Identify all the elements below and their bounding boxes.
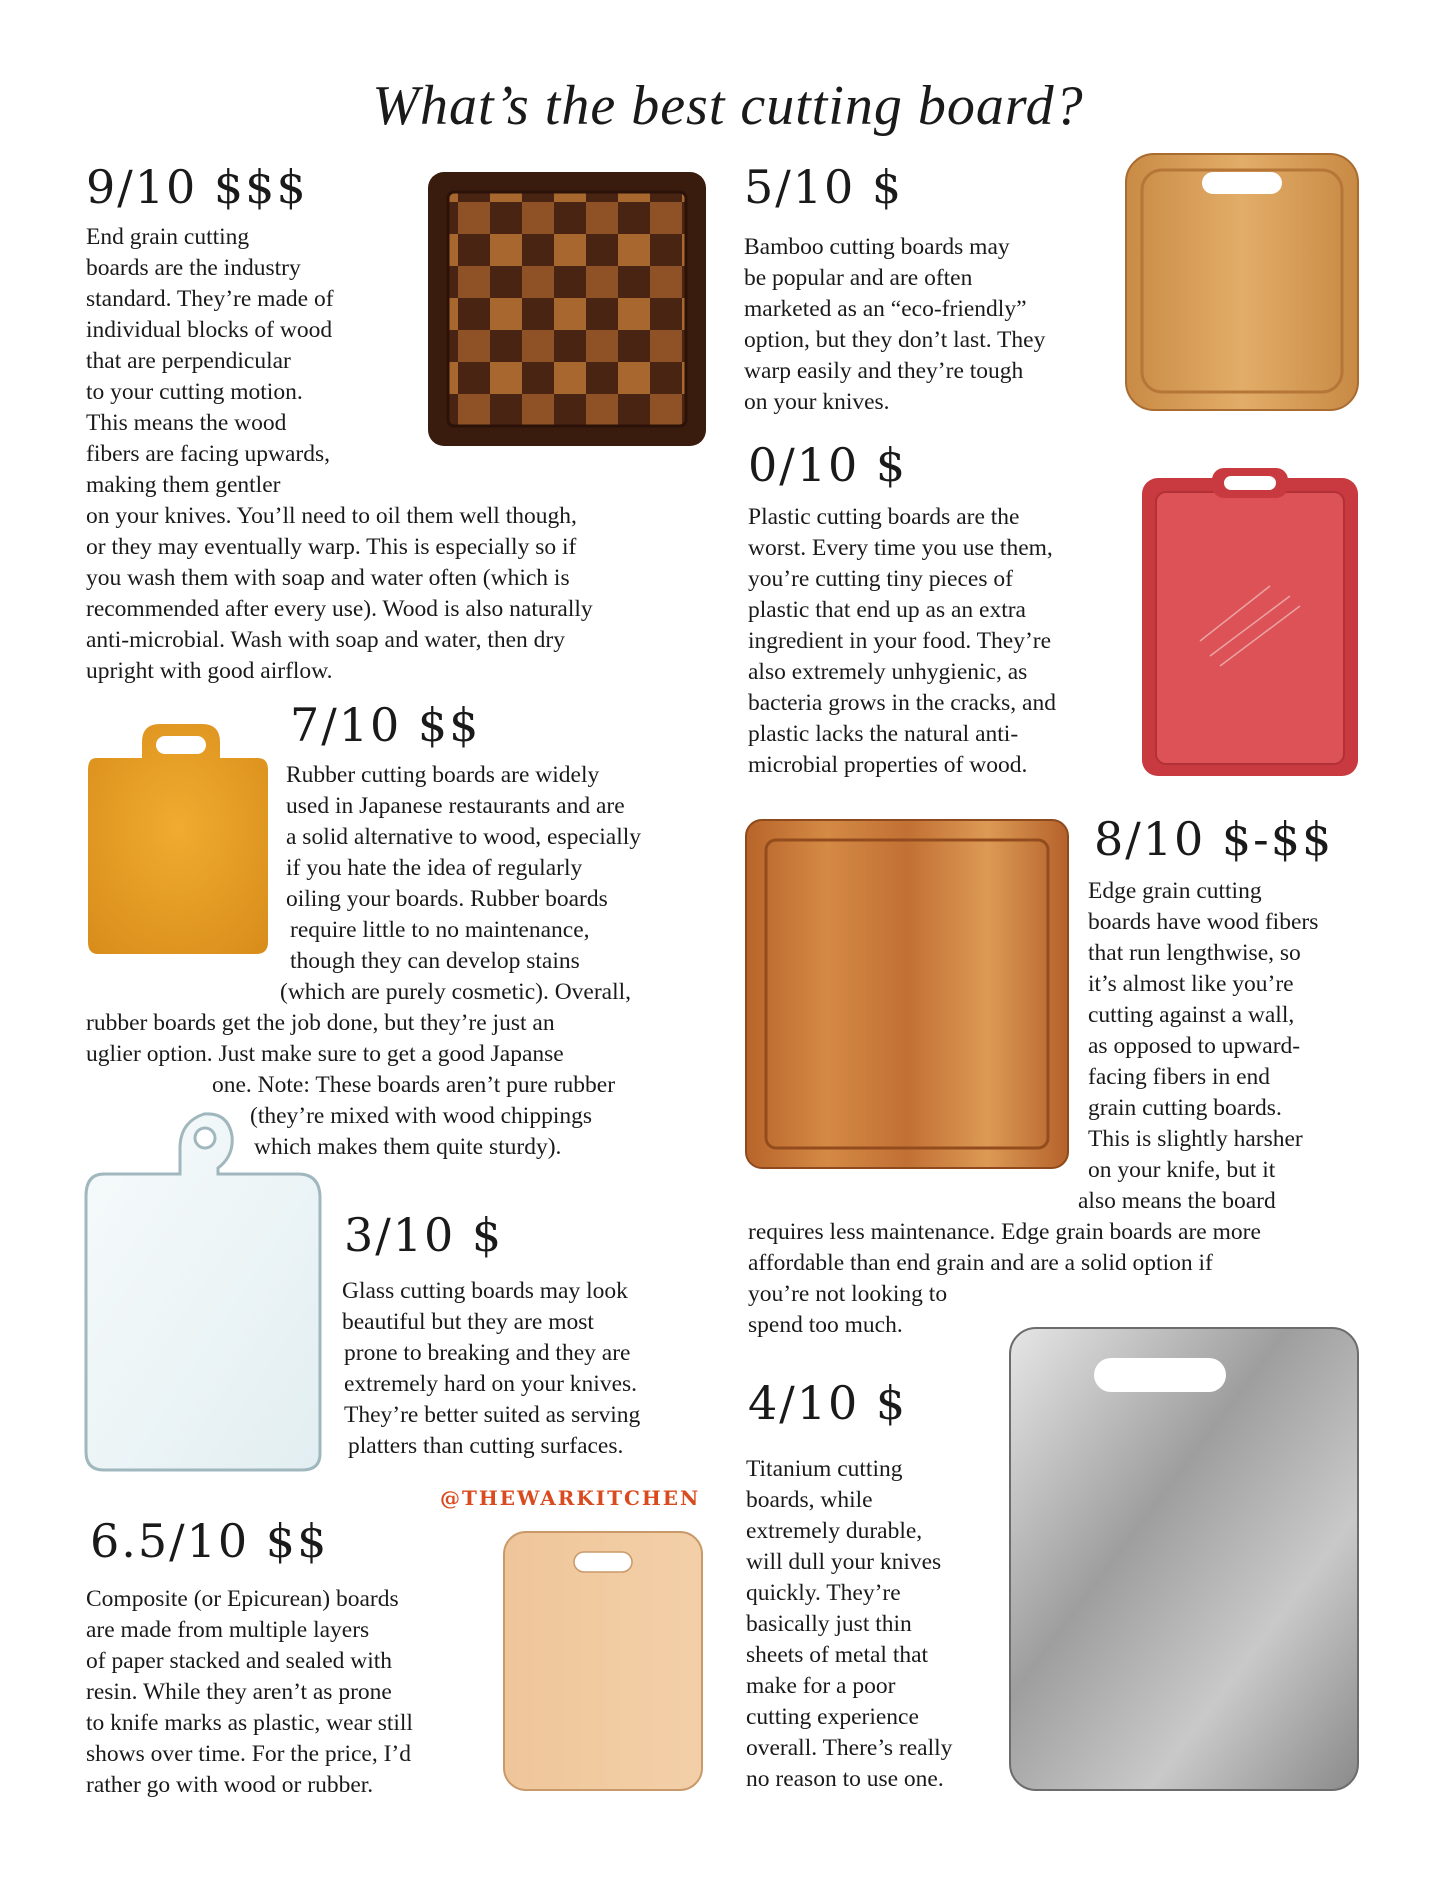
description-line: spend too much. xyxy=(748,1312,903,1338)
description-line: it’s almost like you’re xyxy=(1088,971,1294,997)
description-line: on your knives. xyxy=(744,389,890,415)
page-title: What’s the best cutting board? xyxy=(372,75,1084,137)
description-line: used in Japanese restaurants and are xyxy=(286,793,625,819)
description-line: Glass cutting boards may look xyxy=(342,1278,628,1304)
description-line: to knife marks as plastic, wear still xyxy=(86,1710,413,1736)
description-line: quickly. They’re xyxy=(746,1580,901,1606)
description-line: This means the wood xyxy=(86,410,287,436)
description-line: Edge grain cutting xyxy=(1088,878,1262,904)
description-line: recommended after every use). Wood is also naturally xyxy=(86,596,593,622)
plastic-description xyxy=(748,502,1056,781)
description-line: plastic that end up as an extra xyxy=(748,597,1026,623)
description-line: rather go with wood or rubber. xyxy=(86,1772,374,1798)
description-line: boards have wood fibers xyxy=(1088,909,1319,935)
description-line: on your knife, but it xyxy=(1088,1157,1276,1183)
glass-board-icon xyxy=(84,1108,324,1472)
description-line: Composite (or Epicurean) boards xyxy=(86,1586,399,1612)
rubber-board-icon xyxy=(86,722,270,956)
description-line: require little to no maintenance, xyxy=(290,917,590,943)
description-line: which makes them quite sturdy). xyxy=(254,1134,562,1160)
description-line: plastic lacks the natural anti- xyxy=(748,721,1019,747)
edge-grain-rating: 8/10 $-$$ xyxy=(1094,812,1334,866)
description-line: overall. There’s really xyxy=(746,1735,953,1761)
description-line: basically just thin xyxy=(746,1611,912,1637)
description-line: boards, while xyxy=(746,1487,873,1513)
description-line: option, but they don’t last. They xyxy=(744,327,1046,353)
description-line: though they can develop stains xyxy=(290,948,580,974)
description-line: also extremely unhygienic, as xyxy=(748,659,1028,685)
description-line: a solid alternative to wood, especially xyxy=(286,824,642,850)
description-line: you wash them with soap and water often (which is xyxy=(86,565,570,591)
composite-description xyxy=(86,1584,413,1801)
description-line: cutting against a wall, xyxy=(1088,1002,1295,1028)
titanium-rating: 4/10 $ xyxy=(748,1376,908,1430)
edge-grain-board-icon xyxy=(744,818,1070,1170)
rubber-rating: 7/10 $$ xyxy=(290,698,481,752)
watermark: @THEWARKITCHEN xyxy=(440,1486,701,1510)
description-line: standard. They’re made of xyxy=(86,286,334,312)
description-line: extremely hard on your knives. xyxy=(344,1371,638,1397)
composite-board-icon xyxy=(502,1530,704,1792)
description-line: of paper stacked and sealed with xyxy=(86,1648,393,1674)
bamboo-description xyxy=(744,232,1045,418)
description-line: Titanium cutting xyxy=(746,1456,903,1482)
description-line: uglier option. Just make sure to get a good Japanse xyxy=(86,1041,564,1067)
description-line: affordable than end grain and are a solid option if xyxy=(748,1250,1213,1276)
description-line: make for a poor xyxy=(746,1673,896,1699)
description-line: sheets of metal that xyxy=(746,1642,929,1668)
description-line: worst. Every time you use them, xyxy=(748,535,1053,561)
description-line: or they may eventually warp. This is especially so if xyxy=(86,534,577,560)
description-line: to your cutting motion. xyxy=(86,379,303,405)
description-line: They’re better suited as serving xyxy=(344,1402,641,1428)
description-line: that run lengthwise, so xyxy=(1088,940,1301,966)
description-line: fibers are facing upwards, xyxy=(86,441,331,467)
bamboo-board-icon xyxy=(1124,152,1360,412)
description-line: making them gentler xyxy=(86,472,281,498)
description-line: End grain cutting xyxy=(86,224,250,250)
description-line: facing fibers in end xyxy=(1088,1064,1271,1090)
composite-rating: 6.5/10 $$ xyxy=(90,1514,329,1568)
description-line: ingredient in your food. They’re xyxy=(748,628,1052,654)
bamboo-rating: 5/10 $ xyxy=(744,160,904,214)
description-line: boards are the industry xyxy=(86,255,301,281)
description-line: Bamboo cutting boards may xyxy=(744,234,1010,260)
description-line: are made from multiple layers xyxy=(86,1617,370,1643)
description-line: no reason to use one. xyxy=(746,1766,944,1792)
description-line: resin. While they aren’t as prone xyxy=(86,1679,392,1705)
description-line: warp easily and they’re tough xyxy=(744,358,1024,384)
description-line: individual blocks of wood xyxy=(86,317,333,343)
glass-description xyxy=(342,1276,640,1462)
description-line: shows over time. For the price, I’d xyxy=(86,1741,412,1767)
description-line: prone to breaking and they are xyxy=(344,1340,631,1366)
end-grain-rating: 9/10 $$$ xyxy=(86,160,308,214)
description-line: extremely durable, xyxy=(746,1518,923,1544)
description-line: on your knives. You’ll need to oil them well though, xyxy=(86,503,577,529)
description-line: (they’re mixed with wood chippings xyxy=(250,1103,592,1129)
description-line: grain cutting boards. xyxy=(1088,1095,1282,1121)
description-line: bacteria grows in the cracks, and xyxy=(748,690,1056,716)
plastic-rating: 0/10 $ xyxy=(748,438,908,492)
description-line: will dull your knives xyxy=(746,1549,942,1575)
description-line: anti-microbial. Wash with soap and water, then dry xyxy=(86,627,566,653)
description-line: upright with good airflow. xyxy=(86,658,333,684)
description-line: (which are purely cosmetic). Overall, xyxy=(280,979,632,1005)
description-line: if you hate the idea of regularly xyxy=(286,855,583,881)
description-line: microbial properties of wood. xyxy=(748,752,1028,778)
description-line: also means the board xyxy=(1078,1188,1276,1214)
description-line: oiling your boards. Rubber boards xyxy=(286,886,608,912)
description-line: cutting experience xyxy=(746,1704,919,1730)
plastic-board-icon xyxy=(1140,466,1360,778)
description-line: as opposed to upward- xyxy=(1088,1033,1301,1059)
description-line: you’re not looking to xyxy=(748,1281,948,1307)
description-line: be popular and are often xyxy=(744,265,973,291)
description-line: This is slightly harsher xyxy=(1088,1126,1303,1152)
description-line: Rubber cutting boards are widely xyxy=(286,762,600,788)
description-line: one. Note: These boards aren’t pure rubber xyxy=(212,1072,616,1098)
glass-rating: 3/10 $ xyxy=(344,1208,504,1262)
description-line: requires less maintenance. Edge grain boards are more xyxy=(748,1219,1261,1245)
end-grain-board-icon xyxy=(426,170,708,448)
description-line: rubber boards get the job done, but they’re just an xyxy=(86,1010,555,1036)
description-line: you’re cutting tiny pieces of xyxy=(748,566,1013,592)
description-line: marketed as an “eco-friendly” xyxy=(744,296,1027,322)
titanium-description xyxy=(746,1454,952,1795)
description-line: that are perpendicular xyxy=(86,348,291,374)
description-line: beautiful but they are most xyxy=(342,1309,594,1335)
titanium-board-icon xyxy=(1008,1326,1360,1792)
description-line: Plastic cutting boards are the xyxy=(748,504,1020,530)
description-line: platters than cutting surfaces. xyxy=(348,1433,624,1459)
